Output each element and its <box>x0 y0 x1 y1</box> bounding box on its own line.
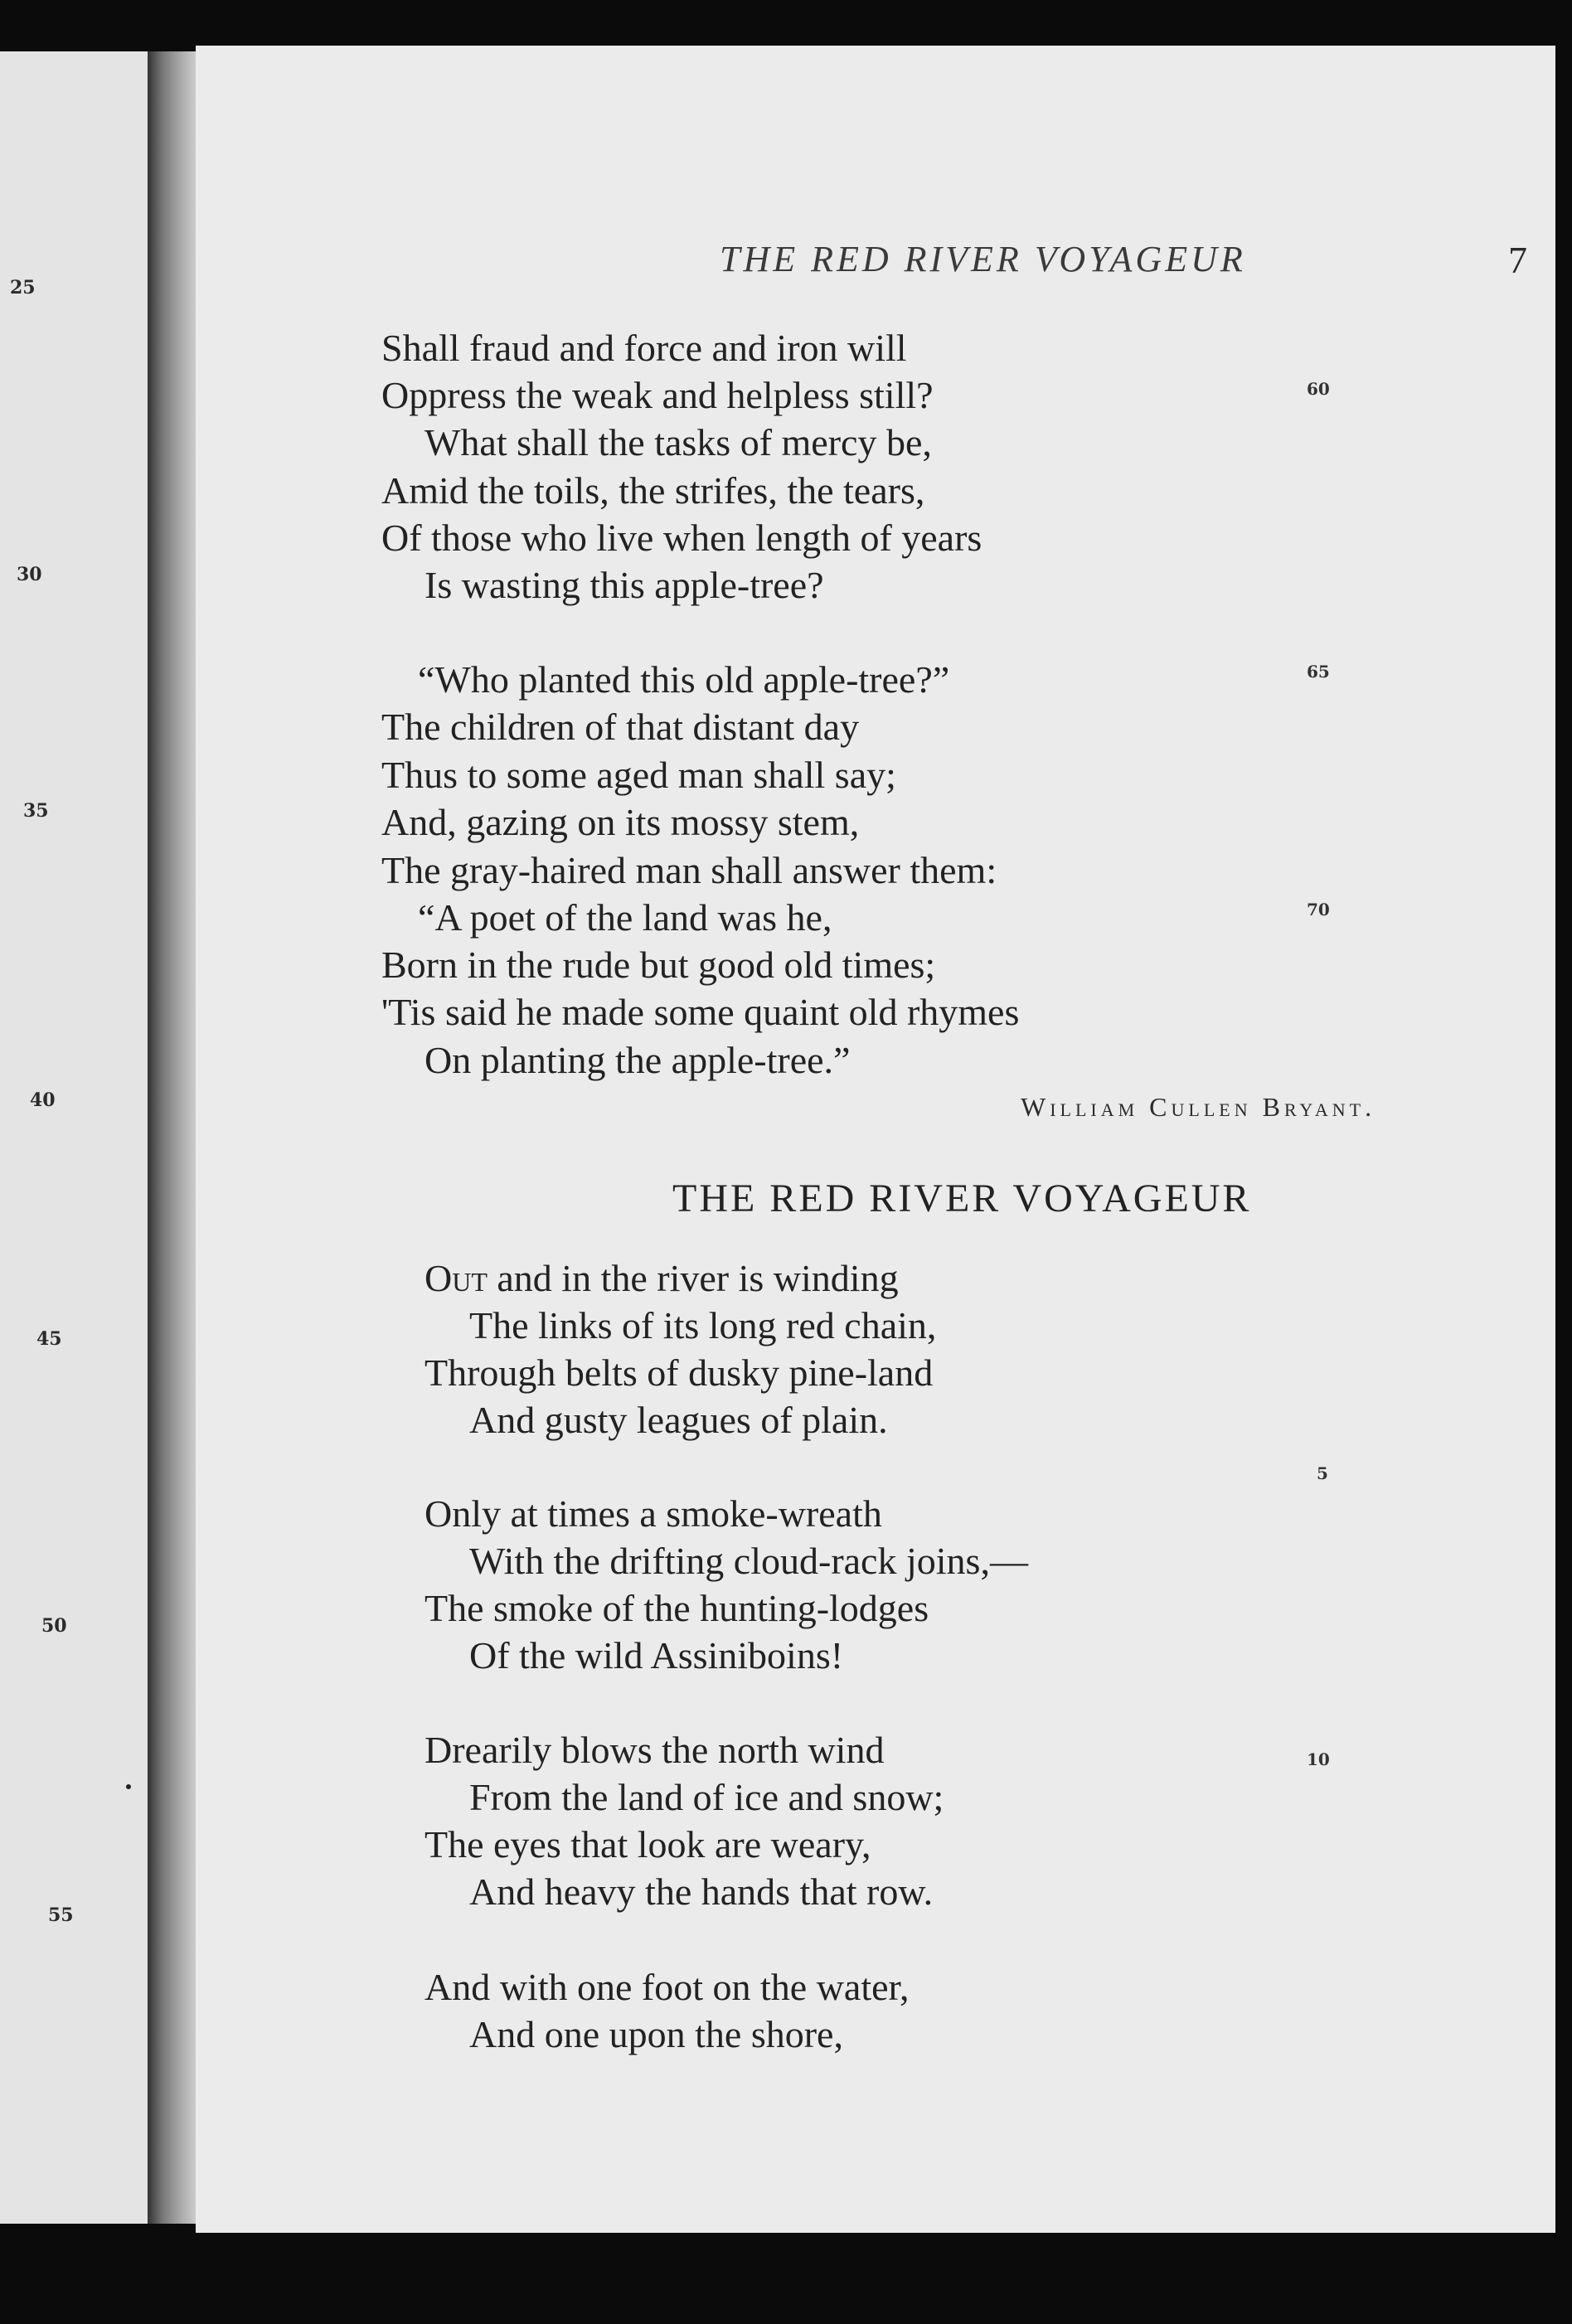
poem-line: From the land of ice and snow; <box>469 1776 944 1818</box>
poem-title: THE RED RIVER VOYAGEUR <box>672 1177 1252 1220</box>
poem-line: Born in the rude but good old times; <box>381 944 936 986</box>
page-number: 7 <box>1508 239 1527 281</box>
poem-line: Oppress the weak and helpless still? <box>381 374 934 416</box>
running-head: THE RED RIVER VOYAGEUR <box>720 239 1246 279</box>
poem-line: Amid the toils, the strifes, the tears, <box>381 469 925 512</box>
poem-line: The gray-haired man shall answer them: <box>381 849 997 891</box>
facing-page-edge <box>0 51 158 2224</box>
poem-line: The eyes that look are weary, <box>425 1823 871 1866</box>
left-line-number: 30 <box>17 564 42 585</box>
book-gutter <box>148 51 197 2224</box>
line-number: 65 <box>1307 662 1330 682</box>
first-line-rest: and in the river is winding <box>487 1257 899 1299</box>
poem-line: Is wasting this apple-tree? <box>425 564 824 606</box>
poem-line: Only at times a smoke-wreath <box>425 1492 882 1535</box>
line-number: 60 <box>1307 379 1330 399</box>
left-line-number: 45 <box>36 1328 62 1350</box>
poem-line: Of those who live when length of years <box>381 517 982 559</box>
poem-line: Thus to some aged man shall say; <box>381 754 896 796</box>
poem-line: Drearily blows the north wind <box>425 1729 885 1771</box>
left-line-number: 25 <box>10 277 36 298</box>
left-line-number: 35 <box>23 800 49 822</box>
poem-line: What shall the tasks of mercy be, <box>425 421 932 463</box>
book-page <box>196 46 1555 2233</box>
line-number: 10 <box>1307 1749 1330 1769</box>
poem-line: Of the wild Assiniboins! <box>469 1634 844 1676</box>
author-attribution: William Cullen Bryant. <box>1021 1092 1376 1122</box>
poem-first-line <box>425 1256 899 1300</box>
poem-line: Shall fraud and force and iron will <box>381 327 907 369</box>
poem-line: The links of its long red chain, <box>469 1304 937 1346</box>
line-number: 70 <box>1307 900 1330 919</box>
poem-line: And one upon the shore, <box>469 2013 843 2055</box>
poem-line: And heavy the hands that row. <box>469 1870 934 1913</box>
left-line-number: 50 <box>41 1615 67 1637</box>
poem-line: Through belts of dusky pine-land <box>425 1351 934 1394</box>
poem-line: With the drifting cloud-rack joins,— <box>469 1540 1028 1582</box>
poem-line: And with one foot on the water, <box>425 1966 910 2008</box>
left-line-number: 40 <box>30 1089 56 1111</box>
poem-line: On planting the apple-tree.” <box>425 1039 851 1081</box>
poem-line: “A poet of the land was he, <box>418 896 832 939</box>
left-line-number: 55 <box>48 1904 74 1926</box>
poem-line: The smoke of the hunting-lodges <box>425 1587 929 1629</box>
poem-line: “Who planted this old apple-tree?” <box>418 658 950 701</box>
poem-line: The children of that distant day <box>381 706 860 748</box>
poem-line: 'Tis said he made some quaint old rhymes <box>381 991 1020 1033</box>
poem-line: And gusty leagues of plain. <box>469 1399 888 1441</box>
line-number: 5 <box>1317 1463 1328 1483</box>
first-word: Out <box>425 1257 488 1299</box>
poem-line: And, gazing on its mossy stem, <box>381 801 860 843</box>
ink-speck <box>126 1784 131 1789</box>
